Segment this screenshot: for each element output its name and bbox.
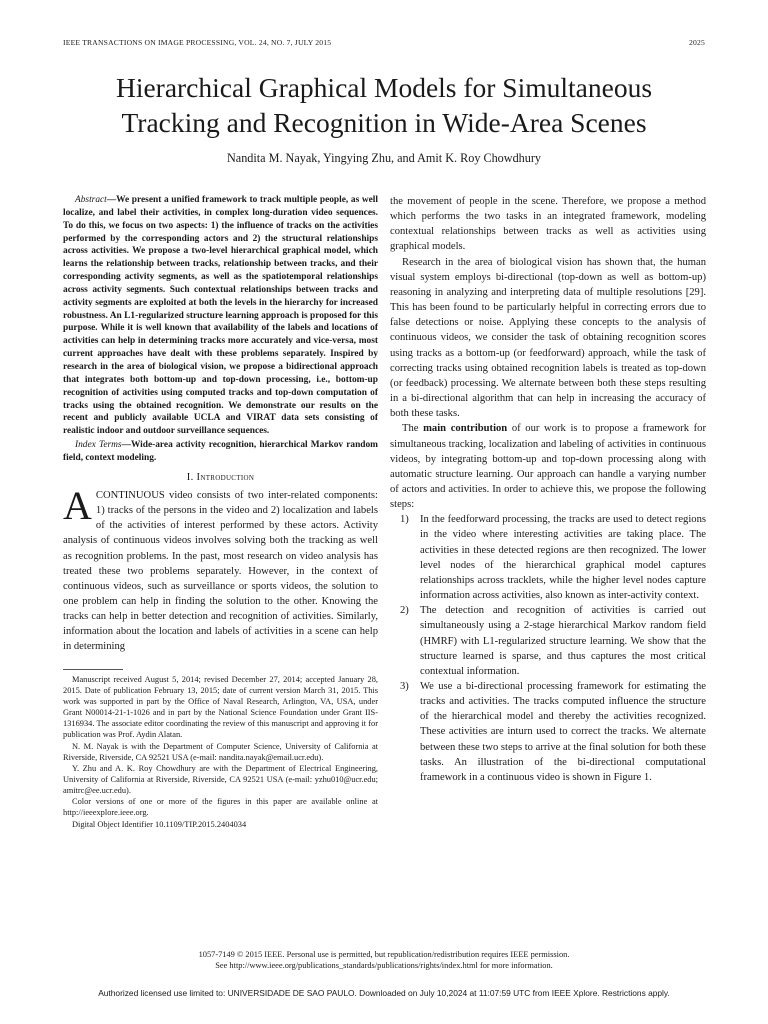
intro-first-word: CONTINUOUS [95, 489, 165, 501]
intro-paragraph [63, 482, 378, 655]
abstract-text: We present a unified framework to track multiple people, as well localize, and label their activities, in complex long-duration video sequences. To do this, we focus on two aspects: 1) the influence of tracks on the activities performed by the corresponding actors and 2) the structural relationships across activities. We propose a two-level hierarchical graphical model, which learns the relationship between tracks, relationship between tracks, and their corresponding activity segments, as well as the spatiotemporal relationships across activity segments. Such contextual relationships between tracks and activity segments are exploited at both the levels in the hierarchy for increased robustness. An L1-regularized structure learning approach is proposed for this purpose. While it is well known that availability of the labels and locations of activities can help in determining tracks more accurately and vice-versa, most current approaches have dealt with these problems separately. Inspired by research in the area of biological vision, we propose a bidirectional approach that integrates both bottom-up and top-down processing, i.e., bottom-up recognition of activities using computed tracks and top-down computation of tracks using the obtained recognition. We demonstrate our results on the recent and publicly available UCLA and VIRAT data sets consisting of realistic indoor and outdoor surveillance sequences. [63, 195, 378, 437]
index-terms: Index Terms—Wide-area activity recognition, hierarchical Markov random field, context modeling. [63, 440, 378, 463]
license-watermark: Authorized licensed use limited to: UNIVERSIDADE DE SAO PAULO. Downloaded on July 10,2024 at 11:07:59 UTC from IEEE Xplore. Restrictions apply. [98, 988, 670, 998]
step-text: In the feedforward processing, the tracks are used to detect regions in the video where interesting activities are taking place. The activities in these detected regions are then recognized. The lower level nodes of the hierarchical graphical model captures relationships across tracklets, while the higher level nodes capture information across activities, also known as inter-activity context. [420, 514, 706, 602]
title-line-2: Tracking and Recognition in Wide-Area Scenes [121, 107, 647, 138]
para3-prefix: The [402, 423, 424, 435]
step-item [390, 603, 706, 679]
para3-text: of our work is to propose a framework for simultaneous tracking, localization and labeling of activities in continuous videos, by integrating bottom-up and top-down processing along with automatic structure learning. Our approach can handle a varying number of actors and activities. In order to achieve this, we propose the following steps: [390, 423, 706, 511]
section-number: I. [186, 471, 194, 483]
title-line-1: Hierarchical Graphical Models for Simultaneous [115, 72, 653, 103]
right-column [390, 194, 706, 785]
step-item [390, 512, 706, 603]
footnote-divider [63, 669, 123, 670]
journal-name: IEEE TRANSACTIONS ON IMAGE PROCESSING, VOL. 24, NO. 7, JULY 2015 [63, 38, 332, 47]
contribution-steps [390, 512, 706, 785]
author-list: Nandita M. Nayak, Yingying Zhu, and Amit K. Roy Chowdhury [226, 151, 542, 165]
intro-text: video consists of two inter-related components: 1) tracks of the persons in the video and 2) localization and labels of the activities of interest performed by these actors. Activity analysis of continuous videos involves solving both the tracking as well as recognition problems. In the past, most research on video analysis has treated these two problems separately. However, in the context of continuous videos, such as surveillance or sports videos, the solution to one problem can help in finding the solution to the other. Knowing the tracks can help in better detection and recognition of activities. Similarly, information about the location and labels of activities in a scene can help in determining [63, 489, 378, 653]
running-head [63, 38, 705, 50]
body-paragraph-2: Research in the area of biological vision has shown that, the human visual system employs bi-directional (top-down as well as bottom-up) reasoning in analyzing and interpreting data of multiple resolutions [29]. This has been found to be particularly helpful in correcting errors due to false detections or noise. Applying these concepts to the analysis of continuous videos, we consider the task of obtaining recognition scores using tracks as a bottom-up (or feedforward) approach, while the task of correcting tracks using obtained recognition labels is treated as top-down (or feedback) processing. We alternate between both these steps resulting in a bi-directional algorithm that can help in increasing the accuracy of both these tasks. [390, 256, 706, 420]
paper-title [40, 70, 728, 140]
drop-cap: A [63, 482, 92, 528]
footnote-doi: Digital Object Identifier 10.1109/TIP.2015.2404034 [72, 819, 247, 829]
section-title: Introduction [196, 471, 255, 483]
index-terms-label: Index Terms [75, 440, 122, 451]
footnote-color-versions: Color versions of one or more of the figures in this paper are available online at http://ieeexplore.ieee.org. [63, 797, 378, 818]
copyright-line-2: See http://www.ieee.org/publications_standards/publications/rights/index.html for more information. [215, 961, 553, 970]
step-number: 3) [400, 681, 409, 692]
step-number: 1) [400, 514, 409, 526]
footnote-author-nayak: N. M. Nayak is with the Department of Computer Science, University of California at Riverside, Riverside, CA 92521 USA (e-mail: nandita.nayak@email.ucr.edu). [63, 741, 378, 762]
copyright-line-1: 1057-7149 © 2015 IEEE. Personal use is permitted, but republication/redistribution requires IEEE permission. [198, 950, 570, 959]
footnote-authors-zhu-chowdhury: Y. Zhu and A. K. Roy Chowdhury are with the Department of Electrical Engineering, University of California at Riverside, Riverside, CA 92521 USA (e-mail: yzhu010@ucr.edu; amitrc@ee.ucr.edu). [63, 763, 378, 796]
left-column [63, 194, 378, 830]
step-item [390, 679, 706, 785]
step-number: 2) [400, 605, 409, 617]
abstract: Abstract—We present a unified framework to track multiple people, as well localize, and label their activities, in complex long-duration video sequences. To do this, we focus on two aspects: 1) the influence of tracks on the activities performed by the corresponding actors and 2) the structural relationships across activities. We propose a two-level hierarchical graphical model, which learns the relationship between tracks, relationship between tracks, and their corresponding activity segments, as well as the spatiotemporal relationships across activity segments. Such contextual relationships between tracks and activity segments are exploited at both the levels in the hierarchy for increased robustness. An L1-regularized structure learning approach is proposed for this purpose. While it is well known that availability of the labels and locations of activities can help in determining tracks more accurately and vice-versa, most current approaches have dealt with these problems separately. Inspired by research in the area of biological vision, we propose a bidirectional approach that integrates both bottom-up and top-down processing, i.e., bottom-up recognition of activities using computed tracks and top-down computation of tracks using the obtained recognition. We demonstrate our results on the recent and publicly available UCLA and VIRAT data sets consisting of realistic indoor and outdoor surveillance sequences. [63, 195, 378, 437]
body-paragraph-3 [390, 421, 706, 512]
footnotes [63, 674, 378, 830]
page-number: 2025 [689, 38, 705, 47]
index-terms-text: Wide-area activity recognition, hierarchical Markov random field, context modeling. [63, 440, 378, 463]
main-contribution-bold: main contribution [423, 423, 508, 435]
step-text: We use a bi-directional processing framework for estimating the tracks and activities. The tracks computed influence the structure of the hierarchical model and thereby the activities recognized. These activities are inturn used to correct the tracks. We alternate between these two steps to arrive at the final solution for both these tasks. An illustration of the bi-directional computational framework in a continuous video is shown in Figure 1. [420, 681, 706, 783]
abstract-label: Abstract [75, 195, 107, 205]
copyright-notice [60, 949, 708, 971]
footnote-manuscript: Manuscript received August 5, 2014; revised December 27, 2014; accepted January 28, 2015. Date of publication February 13, 2015; date of current version March 31, 2015. This work was supported in part by the Office of Naval Research, Arlington, VA, USA, under Grant N00014-21-1-1026 and in part by the National Science Foundation under Grant IIS-1316934. The associate editor coordinating the review of this manuscript and approving it for publication was Prof. Aydin Alatan. [63, 674, 378, 740]
section-heading-introduction [63, 470, 378, 485]
step-text: The detection and recognition of activities is carried out simultaneously using a 2-stage hierarchical Markov random field (HMRF) with L1-regularized structure learning. We show that the structure learned is sparse, and thus captures the most critical contextual information. [420, 605, 706, 677]
body-paragraph-1: the movement of people in the scene. Therefore, we propose a method which performs the two tasks in an integrated framework, modeling contextual relationships between tracks as well as activities using graphical models. [390, 196, 706, 253]
